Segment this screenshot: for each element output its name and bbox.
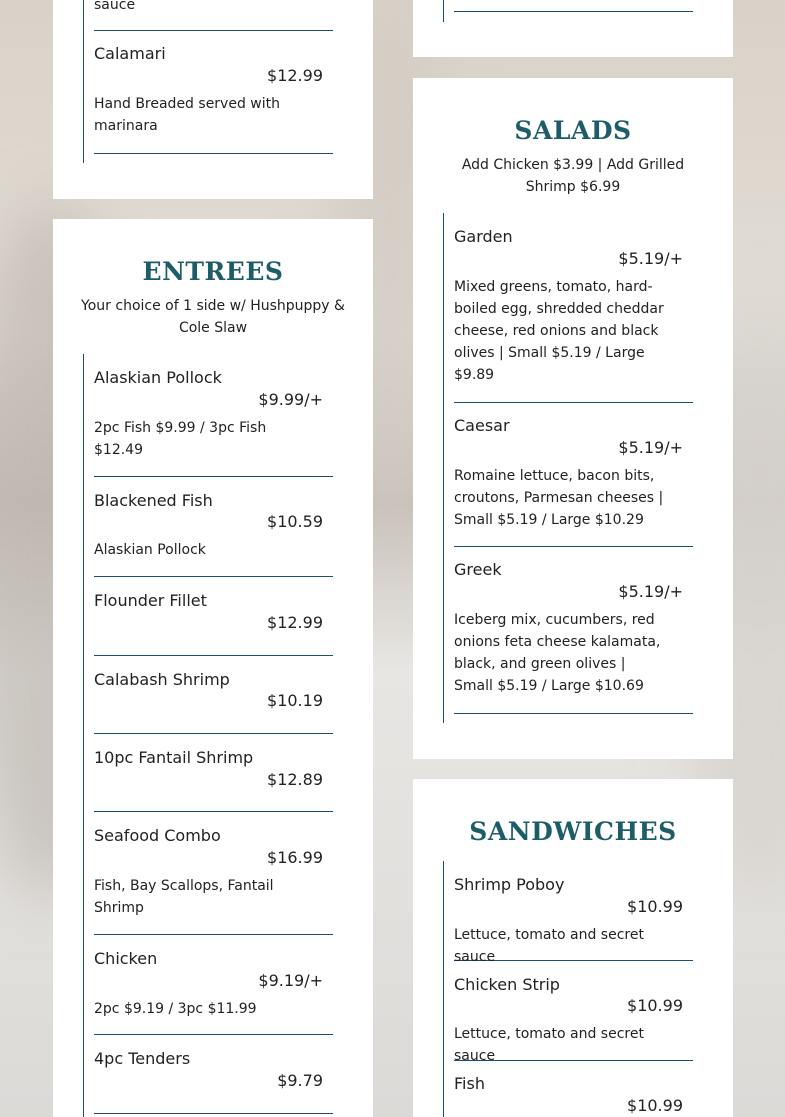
item-description: Lettuce, tomato and secret sauce — [454, 1026, 644, 1064]
item-description: Hand Breaded served with marinara — [94, 96, 280, 134]
section-title: ENTREES — [142, 257, 284, 286]
section-title: SALADS — [514, 116, 632, 145]
menu-item[interactable] — [454, 961, 693, 1064]
salads-card — [413, 78, 733, 759]
item-name: Garden — [454, 227, 513, 246]
item-price: $5.19/+ — [618, 582, 683, 601]
previous-section-list — [443, 0, 693, 22]
item-name: Calabash Shrimp — [94, 670, 230, 689]
appetizers-card — [53, 0, 373, 199]
menu-item[interactable] — [454, 403, 693, 547]
item-description: Alaskian Pollock — [94, 542, 206, 558]
menu-item[interactable] — [94, 935, 333, 1035]
menu-item[interactable] — [94, 354, 333, 477]
entrees-card — [53, 219, 373, 1117]
item-price: $5.19/+ — [618, 438, 683, 457]
menu-item[interactable] — [94, 31, 333, 154]
menu-item[interactable] — [94, 577, 333, 656]
item-description: 2pc Fish $9.99 / 3pc Fish $12.49 — [94, 420, 267, 458]
item-name: 4pc Tenders — [94, 1049, 191, 1068]
item-description: Lettuce, tomato and secret sauce — [454, 927, 644, 965]
item-name: Chicken — [94, 949, 158, 968]
item-price: $10.99 — [627, 996, 683, 1015]
item-description: sauce — [94, 0, 136, 13]
item-name: Fish — [454, 1074, 485, 1093]
item-name: Shrimp Poboy — [454, 875, 565, 894]
item-description: Iceberg mix, cucumbers, red onions feta cheese kalamata, black, and green olives | Small $5.19 / Large $10.69 — [454, 612, 661, 694]
item-price: $12.99 — [267, 66, 323, 85]
menu-item[interactable] — [454, 547, 693, 714]
menu-item[interactable] — [454, 861, 693, 965]
item-description: 2pc $9.19 / 3pc $11.99 — [94, 1001, 257, 1017]
menu-item[interactable] — [94, 1035, 333, 1114]
item-name: Greek — [454, 560, 502, 579]
item-name: Blackened Fish — [94, 491, 213, 510]
section-title: SANDWICHES — [469, 817, 677, 846]
item-description: Mixed greens, tomato, hard-boiled egg, shredded cheddar cheese, red onions and black olives | Small $5.19 / Large $9.89 — [454, 279, 664, 383]
item-name: Flounder Fillet — [94, 591, 207, 610]
item-name: 10pc Fantail Shrimp — [94, 748, 254, 767]
item-price: $9.79 — [277, 1071, 323, 1090]
salads-list — [443, 213, 693, 723]
section-subtitle: Your choice of 1 side w/ Hushpuppy & Cole Slaw — [81, 298, 345, 336]
item-price: $10.19 — [267, 691, 323, 710]
item-description: Fish, Bay Scallops, Fantail Shrimp — [94, 878, 274, 916]
item-name: Alaskian Pollock — [94, 368, 222, 387]
item-description: Romaine lettuce, bacon bits, croutons, Parmesan cheeses | Small $5.19 / Large $10.29 — [454, 468, 664, 528]
item-price: $16.99 — [267, 848, 323, 867]
menu-item[interactable] — [454, 1061, 693, 1117]
item-name: Caesar — [454, 416, 510, 435]
item-price: $10.99 — [627, 897, 683, 916]
item-price: $5.19/+ — [618, 249, 683, 268]
item-price: $12.99 — [267, 613, 323, 632]
item-price: $10.59 — [267, 512, 323, 531]
menu-item[interactable] — [454, 0, 693, 12]
item-price: $9.19/+ — [258, 971, 323, 990]
item-name: Chicken Strip — [454, 975, 560, 994]
section-subtitle: Add Chicken $3.99 | Add Grilled Shrimp $6.99 — [461, 157, 685, 195]
item-price: $12.89 — [267, 770, 323, 789]
sandwiches-card — [413, 779, 733, 1117]
menu-item[interactable] — [94, 656, 333, 734]
item-price: $9.99/+ — [258, 390, 323, 409]
menu-item[interactable] — [94, 734, 333, 812]
sandwiches-list — [443, 861, 693, 1117]
item-price: $10.99 — [627, 1096, 683, 1115]
appetizers-list — [83, 0, 333, 163]
menu-item[interactable] — [94, 477, 333, 577]
menu-item[interactable] — [94, 812, 333, 935]
item-name: Calamari — [94, 44, 166, 63]
menu-item[interactable] — [94, 0, 333, 31]
menu-item[interactable] — [454, 213, 693, 403]
entrees-list — [83, 354, 333, 1117]
previous-section-card — [413, 0, 733, 57]
item-name: Seafood Combo — [94, 826, 221, 845]
